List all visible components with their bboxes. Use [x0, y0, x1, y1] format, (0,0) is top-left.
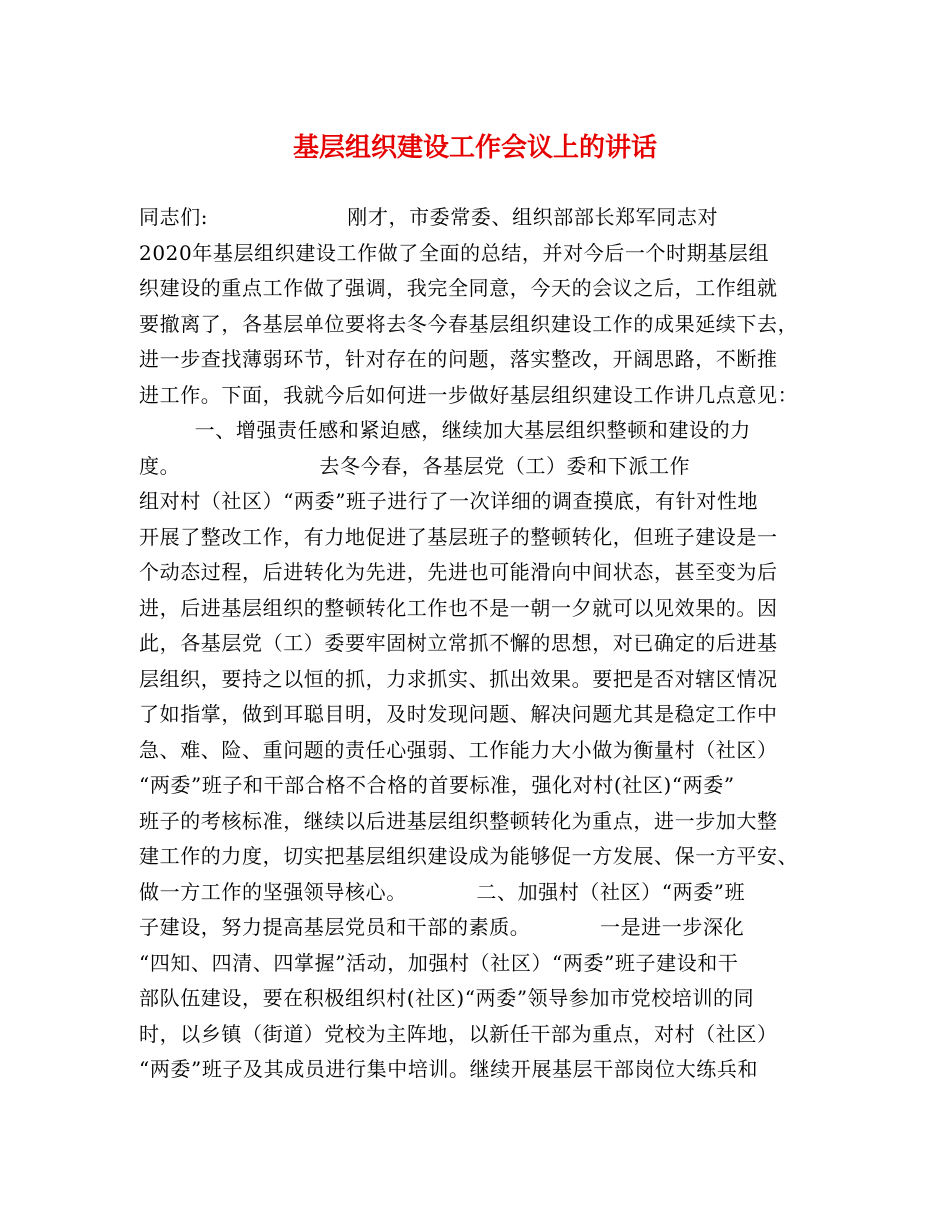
body-line: 同志们: 刚才，市委常委、组织部部长郑军同志对 [139, 205, 719, 229]
body-line: 班子的考核标准，继续以后进基层组织整顿转化为重点，进一步加大整 [139, 808, 778, 833]
body-line: 急、难、险、重问题的责任心强弱、工作能力大小做为衡量村（社区） [139, 737, 778, 762]
body-line: 此，各基层党（工）委要牢固树立常抓不懈的思想，对已确定的后进基 [139, 631, 778, 655]
body-line: 开展了整改工作，有力地促进了基层班子的整顿转化，但班子建设是一 [139, 524, 778, 549]
body-line: 度。 去冬今春，各基层党（工）委和下派工作 [139, 453, 691, 478]
document-body [139, 200, 829, 1088]
body-line: 做一方工作的坚强领导核心。 二、加强村（社区）“两委”班 [139, 879, 746, 904]
body-line: 2020年基层组织建设工作做了全面的总结，并对今后一个时期基层组 [139, 240, 770, 265]
body-line: “四知、四清、四掌握”活动，加强村（社区）“两委”班子建设和干 [139, 950, 739, 975]
body-line: 子建设，努力提高基层党员和干部的素质。 一是进一步深化 [139, 915, 745, 939]
body-line: 进工作。下面，我就今后如何进一步做好基层组织建设工作讲几点意见： [139, 382, 799, 407]
body-line: 时，以乡镇（街道）党校为主阵地，以新任干部为重点，对村（社区） [139, 1021, 778, 1046]
body-line: 一、增强责任感和紧迫感，继续加大基层组织整顿和建设的力 [139, 418, 751, 442]
body-line: 织建设的重点工作做了强调，我完全同意，今天的会议之后，工作组就 [139, 276, 778, 300]
body-line: 要撤离了，各基层单位要将去冬今春基层组织建设工作的成果延续下去， [139, 311, 799, 336]
body-line: 部队伍建设，要在积极组织村(社区)“两委”领导参加市党校培训的同 [139, 986, 755, 1010]
body-line: 进，后进基层组织的整顿转化工作也不是一朝一夕就可以见效果的。因 [139, 595, 778, 620]
body-line: 层组织，要持之以恒的抓，力求抓实、抓出效果。要把是否对辖区情况 [139, 666, 778, 691]
document-title: 基层组织建设工作会议上的讲话 [292, 133, 657, 163]
body-line: “两委”班子和干部合格不合格的首要标准，强化对村(社区)“两委” [139, 773, 735, 797]
body-line: 个动态过程，后进转化为先进，先进也可能滑向中间状态，甚至变为后 [139, 560, 778, 584]
body-line: “两委”班子及其成员进行集中培训。继续开展基层干部岗位大练兵和 [139, 1057, 759, 1081]
body-line: 了如指掌，做到耳聪目明，及时发现问题、解决问题尤其是稳定工作中 [139, 702, 778, 726]
body-line: 组对村（社区）“两委”班子进行了一次详细的调查摸底，有针对性地 [139, 489, 759, 513]
body-line: 进一步查找薄弱环节，针对存在的问题，落实整改，开阔思路，不断推 [139, 347, 778, 371]
body-line: 建工作的力度，切实把基层组织建设成为能够促一方发展、保一方平安、 [139, 844, 799, 868]
